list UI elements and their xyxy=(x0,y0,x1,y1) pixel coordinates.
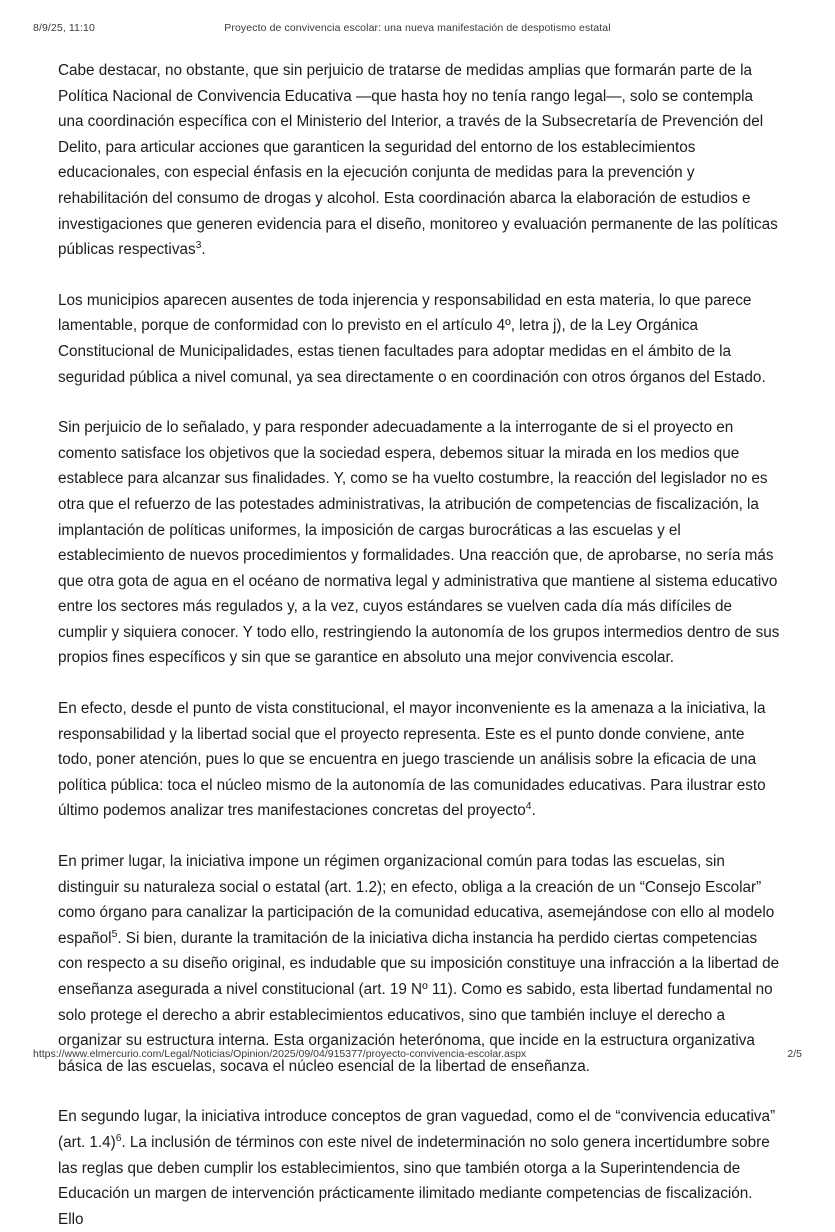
paragraph-5-text-after: . Si bien, durante la tramitación de la iniciativa dicha instancia ha perdido ciertas competencias con respecto a su diseño original, es indudable que su imposición constituye una infracción a la libertad de enseñanza asegurada a nivel constitucional (art. 19 Nº 11). Como es sabido, esta libertad fundamental no solo protege el derecho a abrir establecimientos educativos, sino que también incluye el derecho a organizar su estructura interna. Esta organización heterónoma, que incide en la estructura organizativa básica de las escuelas, socava el núcleo esencial de la libertad de enseñanza. xyxy=(58,929,780,1075)
paragraph-1 xyxy=(58,58,782,263)
header-document-title: Proyecto de convivencia escolar: una nueva manifestación de despotismo estatal xyxy=(224,22,611,34)
paragraph-4-text-after: . xyxy=(531,802,536,820)
footnote-ref-5[interactable]: 5 xyxy=(111,928,118,940)
print-footer xyxy=(33,1046,802,1062)
paragraph-6-text-after: . La inclusión de términos con este nivel de indeterminación no solo genera incertidumbre sobre las reglas que deben cumplir los establecimientos, sino que también otorga a la Superintendencia de Educación un margen de intervención prácticamente ilimitado mediante competencias de fiscalización. Ello xyxy=(58,1133,770,1228)
paragraph-3 xyxy=(58,415,782,671)
header-timestamp: 8/9/25, 11:10 xyxy=(33,22,95,34)
paragraph-4-text: En efecto, desde el punto de vista constitucional, el mayor inconveniente es la amenaza a la iniciativa, la responsabilidad y la libertad social que el proyecto representa. Este es el punto donde conviene, ante todo, poner atención, pues lo que se encuentra en juego trasciende un análisis sobre la eficacia de una política pública: toca el núcleo mismo de la autonomía de las comunidades educativas. Para ilustrar esto último podemos analizar tres manifestaciones concretas del proyecto xyxy=(58,700,766,820)
print-header xyxy=(33,20,802,36)
paragraph-6 xyxy=(58,1104,782,1232)
footnote-ref-3[interactable]: 3 xyxy=(195,240,202,252)
footer-page-indicator: 2/5 xyxy=(787,1048,802,1060)
footnote-ref-6[interactable]: 6 xyxy=(115,1132,122,1144)
paragraph-2 xyxy=(58,288,782,390)
paragraph-6-text: En segundo lugar, la iniciativa introduce conceptos de gran vaguedad, como el de “convivencia educativa” (art. 1.4) xyxy=(58,1108,776,1151)
paragraph-1-text-after: . xyxy=(201,241,206,259)
paragraph-2-text: Los municipios aparecen ausentes de toda injerencia y responsabilidad en esta materia, lo que parece lamentable, porque de conformidad con lo previsto en el artículo 4º, letra j), de la Ley Orgánica Constitucional de Municipalidades, estas tienen facultades para adoptar medidas en el ámbito de la seguridad pública a nivel comunal, ya sea directamente o en coordinación con otros órganos del Estado. xyxy=(58,291,766,386)
paragraph-1-text: Cabe destacar, no obstante, que sin perjuicio de tratarse de medidas amplias que formarán parte de la Política Nacional de Convivencia Educativa —que hasta hoy no tenía rango legal—, solo se contempla una coordinación específica con el Ministerio del Interior, a través de la Subsecretaría de Prevención del Delito, para articular acciones que garanticen la seguridad del entorno de los establecimientos educacionales, con especial énfasis en la ejecución conjunta de medidas para la prevención y rehabilitación del consumo de drogas y alcohol. Esta coordinación abarca la elaboración de estudios e investigaciones que generen evidencia para el diseño, monitoreo y evaluación permanente de las políticas públicas respectivas xyxy=(58,62,778,259)
paragraph-5 xyxy=(58,849,782,1079)
paragraph-5-text: En primer lugar, la iniciativa impone un régimen organizacional común para todas las escuelas, sin distinguir su naturaleza social o estatal (art. 1.2); en efecto, obliga a la creación de un “Consejo Escolar” como órgano para canalizar la participación de la comunidad educativa, asemejándose con ello al modelo español xyxy=(58,853,775,947)
footnote-ref-4[interactable]: 4 xyxy=(525,801,532,813)
footer-source-url[interactable]: https://www.elmercurio.com/Legal/Noticias/Opinion/2025/09/04/915377/proyecto-convivencia-escolar.aspx xyxy=(33,1048,527,1060)
paragraph-4 xyxy=(58,696,782,824)
paragraph-3-text: Sin perjuicio de lo señalado, y para responder adecuadamente a la interrogante de si el proyecto en comento satisface los objetivos que la sociedad espera, debemos situar la mirada en los medios que establece para alcanzar sus finalidades. Y, como se ha vuelto costumbre, la reacción del legislador no es otra que el refuerzo de las potestades administrativas, la atribución de competencias de fiscalización, la implantación de políticas uniformes, la imposición de cargas burocráticas a las escuelas y el establecimiento de nuevos procedimientos y formalidades. Una reacción que, de aprobarse, no sería más que otra gota de agua en el océano de normativa legal y administrativa que mantiene al sistema educativo entre los sectores más regulados y, a la vez, cuyos estándares se vuelven cada día más difíciles de cumplir y siquiera conocer. Y todo ello, restringiendo la autonomía de los grupos intermedios dentro de sus propios fines específicos y sin que se garantice en absoluto una mejor convivencia escolar. xyxy=(58,419,780,667)
